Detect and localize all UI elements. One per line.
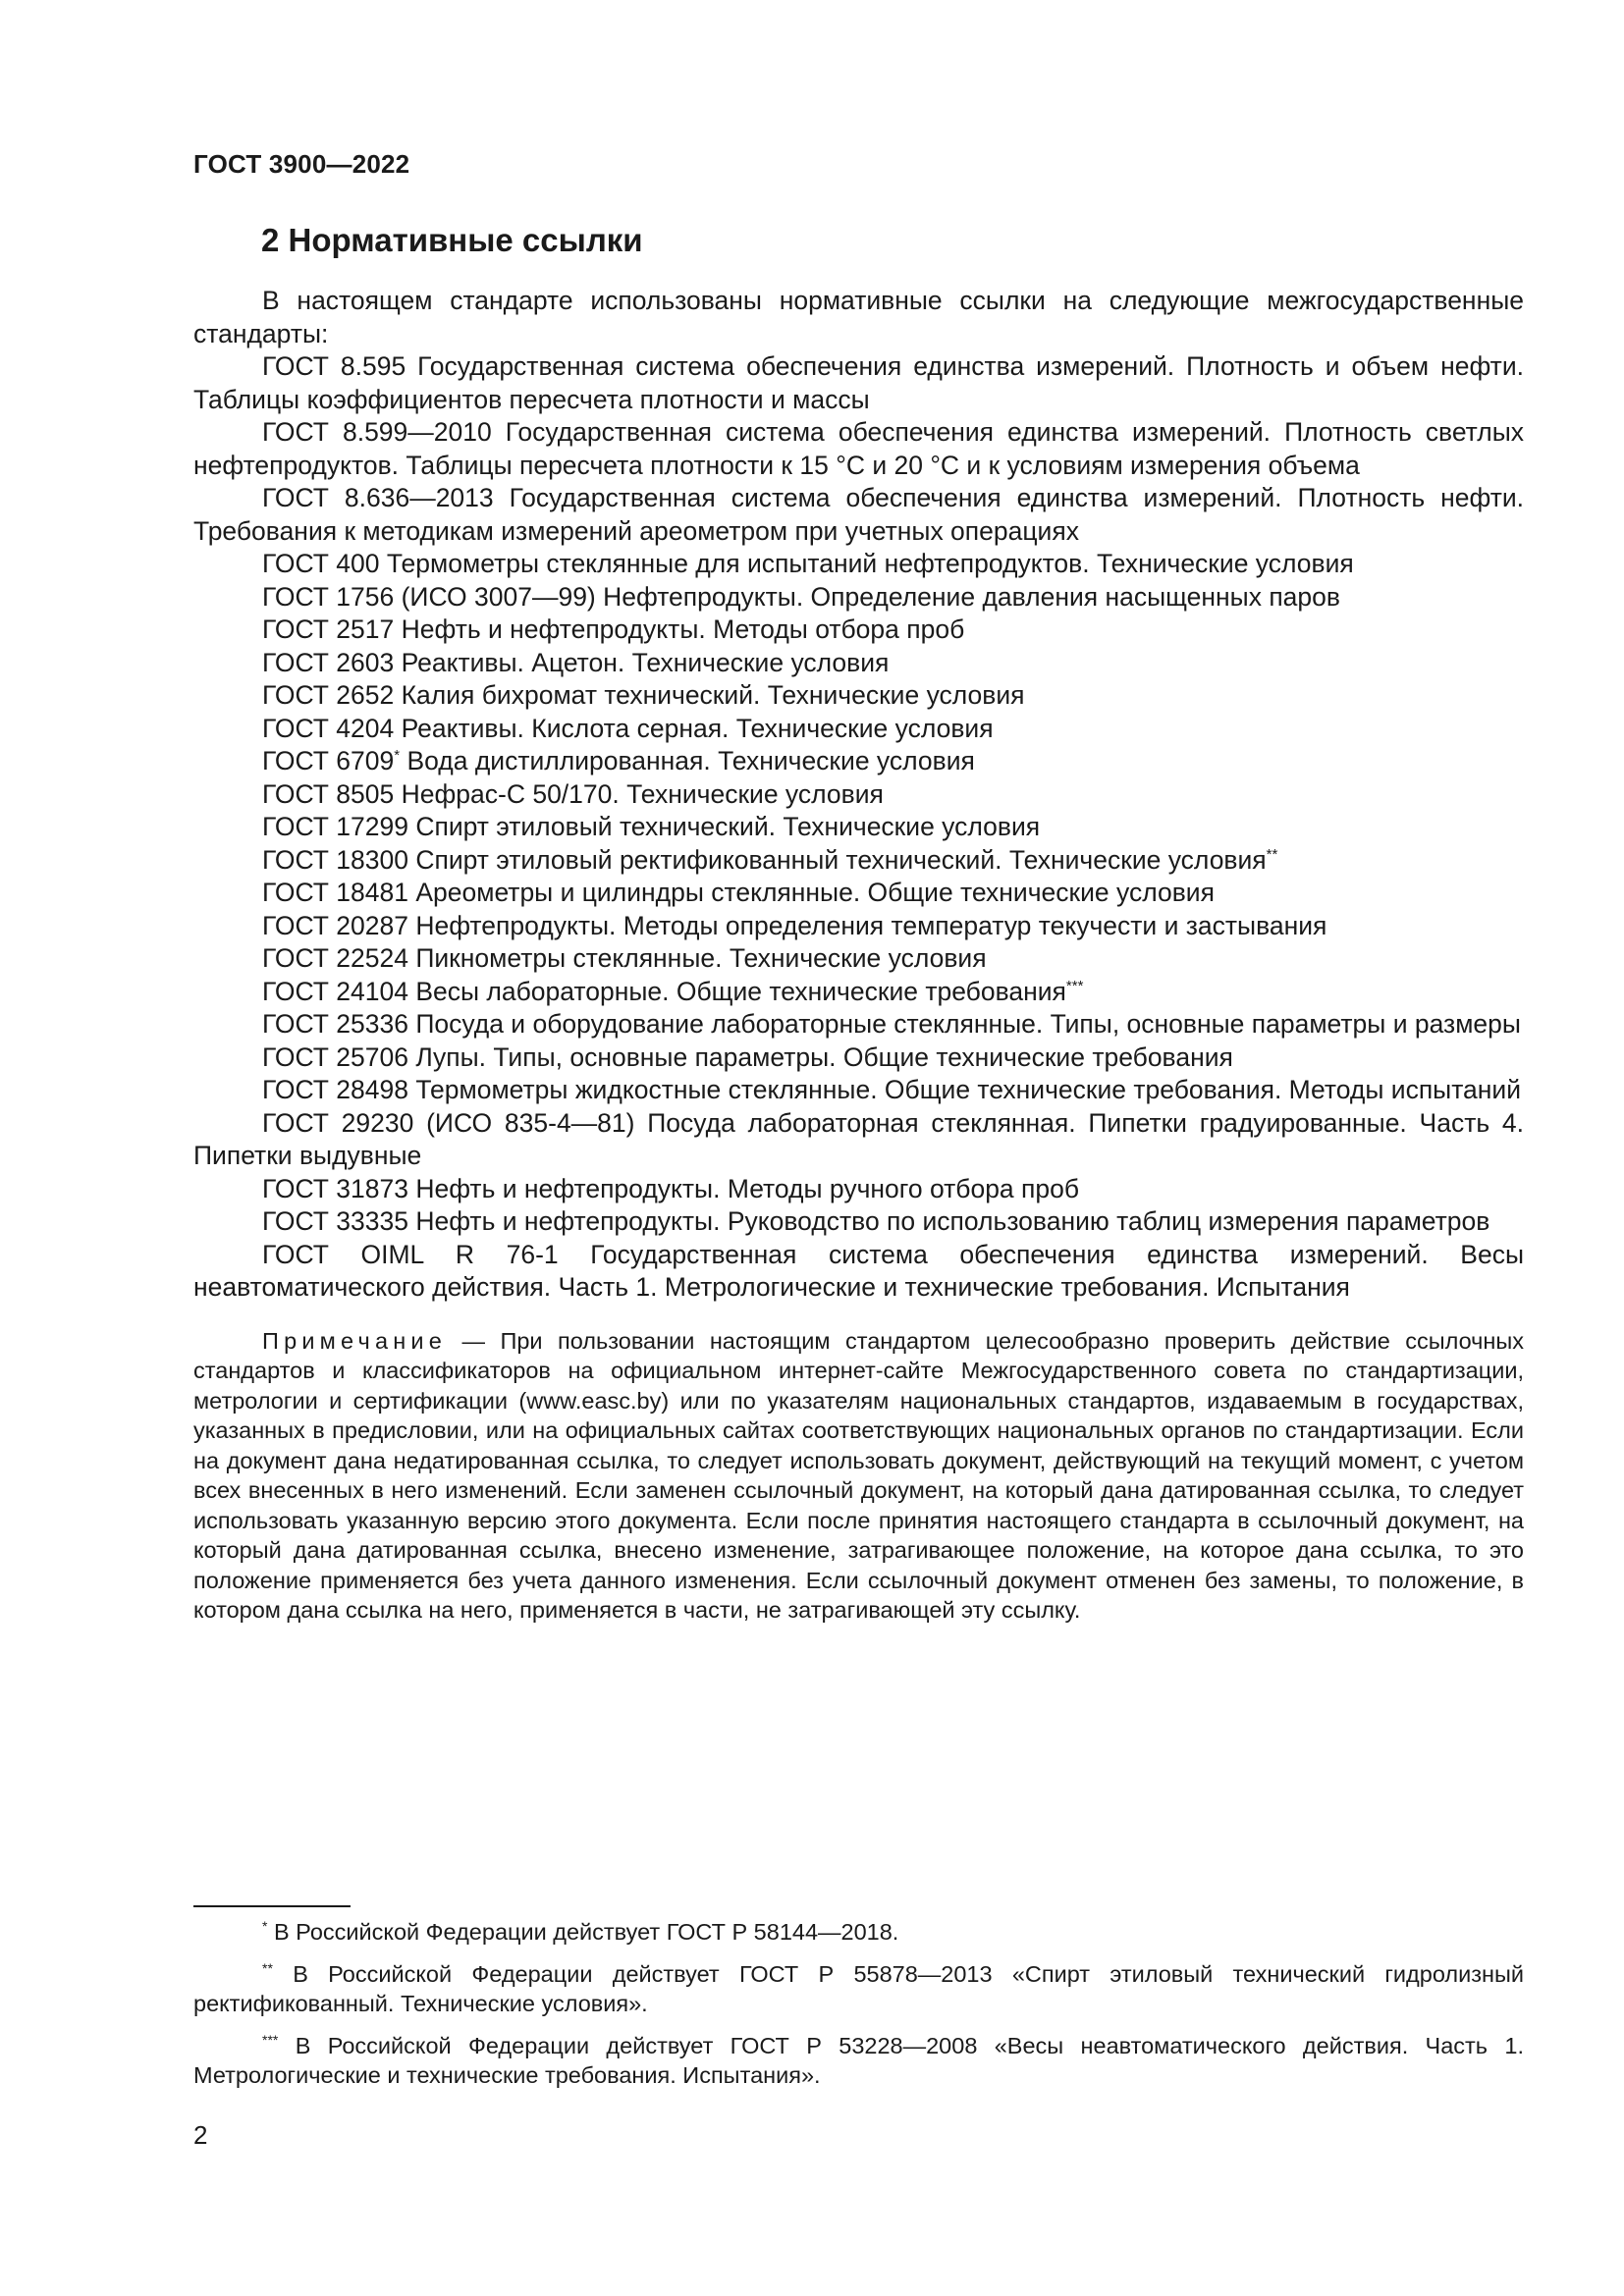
document-header: ГОСТ 3900—2022 [193, 149, 410, 179]
reference-item: ГОСТ 18481 Ареометры и цилиндры стеклянные. Общие технические условия [262, 878, 1215, 907]
footnote-mark: ** [262, 1959, 273, 1976]
reference-item: ГОСТ 6709* Вода дистиллированная. Технические условия [262, 746, 975, 775]
footnote-marker[interactable]: * [394, 747, 401, 765]
reference-item: ГОСТ 2652 Калия бихромат технический. Технические условия [262, 680, 1025, 710]
reference-item: ГОСТ 17299 Спирт этиловый технический. Технические условия [262, 812, 1041, 841]
footnote-marker[interactable]: ** [1266, 845, 1278, 863]
intro-paragraph: В настоящем стандарте использованы нормативные ссылки на следующие межгосударственные стандарты: [193, 286, 1524, 348]
reference-item: ГОСТ 31873 Нефть и нефтепродукты. Методы ручного отбора проб [262, 1173, 1080, 1203]
reference-item: ГОСТ 29230 (ИСО 835-4—81) Посуда лабораторная стеклянная. Пипетки градуированные. Часть 4. Пипетки выдувные [193, 1107, 1524, 1170]
reference-item: ГОСТ 4204 Реактивы. Кислота серная. Технические условия [262, 713, 994, 743]
page-number: 2 [193, 2120, 208, 2150]
section-body [193, 285, 1524, 1648]
section-title: 2 Нормативные ссылки [261, 222, 643, 258]
footnote-marker[interactable]: *** [1065, 977, 1084, 994]
note-text: При пользовании настоящим стандартом целесообразно проверить действие ссылочных стандартов и классификаторов на официальном интернет-сайте Межгосударственного совета по стандартизации, метрологии и сертификации (www.easc.by) или по указателям национальных стандартов, издаваемым в государствах, указанных в предисловии, или на официальных сайтах соответствующих национальных органов по стандартизации. Если на документ дана недатированная ссылка, то следует использовать документ, действующий на текущий момент, с учетом всех внесенных в него изменений. Если заменен ссылочный документ, на который дана датированная ссылка, то следует использовать указанную версию этого документа. Если после принятия настоящего стандарта в ссылочный документ, на который дана датированная ссылка, внесено изменение, затрагивающее положение, на которое дана ссылка, то это положение применяется без учета данного изменения. Если ссылочный документ отменен без замены, то положение, в котором дана ссылка на него, применяется в части, не затрагивающей эту ссылку. [193, 1327, 1525, 1623]
reference-item: ГОСТ 400 Термометры стеклянные для испытаний нефтепродуктов. Технические условия [262, 549, 1354, 578]
reference-item: ГОСТ 8.599—2010 Государственная система обеспечения единства измерений. Плотность светлых нефтепродуктов. Таблицы пересчета плотности к 15 °С и 20 °С и к условиям измерения объема [193, 417, 1524, 480]
footnote-mark: *** [262, 2031, 279, 2048]
footnote: ** В Российской Федерации действует ГОСТ Р 55878—2013 «Спирт этиловый технический гидролизный ректификованный. Технические условия». [193, 1959, 1524, 2016]
reference-item: ГОСТ 1756 (ИСО 3007—99) Нефтепродукты. Определение давления насыщенных паров [262, 581, 1340, 612]
note-paragraph: Примечание — При пользовании настоящим стандартом целесообразно проверить действие ссылочных стандартов и классификаторов на официальном интернет-сайте Межгосударственного совета по стандартизации, метрологии и сертификации (www.easc.by) или по указателям национальных стандартов, издаваемым в государствах, указанных в предисловии, или на официальных сайтах соответствующих национальных органов по стандартизации. Если на документ дана недатированная ссылка, то следует использовать документ, действующий на текущий момент, с учетом всех внесенных в него изменений. Если заменен ссылочный документ, на который дана датированная ссылка, то следует использовать указанную версию этого документа. Если после принятия настоящего стандарта в ссылочный документ, на который дана датированная ссылка, внесено изменение, затрагивающее положение, на которое дана ссылка, то это положение применяется без учета данного изменения. Если ссылочный документ отменен без замены, то положение, в котором дана ссылка на него, применяется в части, не затрагивающей эту ссылку. [193, 1327, 1525, 1623]
footnote-separator [193, 1905, 351, 1907]
footnote: *** В Российской Федерации действует ГОСТ Р 53228—2008 «Весы неавтоматического действия. Часть 1. Метрологические и технические требования. Испытания». [193, 2031, 1524, 2088]
reference-item: ГОСТ 33335 Нефть и нефтепродукты. Руководство по использованию таблиц измерения параметров [262, 1206, 1490, 1236]
reference-item: ГОСТ 2603 Реактивы. Ацетон. Технические условия [262, 647, 890, 677]
reference-item: ГОСТ 8505 Нефрас-С 50/170. Технические условия [262, 778, 884, 809]
reference-item: ГОСТ 28498 Термометры жидкостные стеклянные. Общие технические требования. Методы испытаний [262, 1075, 1522, 1104]
reference-item: ГОСТ 18300 Спирт этиловый ректификованный технический. Технические условия** [262, 844, 1278, 875]
footnotes [193, 1917, 1524, 2103]
reference-item: ГОСТ OIML R 76-1 Государственная система обеспечения единства измерений. Весы неавтоматического действия. Часть 1. Метрологические и технические требования. Испытания [193, 1239, 1524, 1302]
reference-item: ГОСТ 2517 Нефть и нефтепродукты. Методы отбора проб [262, 614, 965, 644]
footnote-mark: * [262, 1918, 268, 1935]
footnote: * В Российской Федерации действует ГОСТ Р 58144—2018. [262, 1918, 899, 1945]
reference-item: ГОСТ 24104 Весы лабораторные. Общие технические требования*** [262, 976, 1084, 1006]
reference-item: ГОСТ 20287 Нефтепродукты. Методы определения температур текучести и застывания [262, 910, 1327, 940]
note-label: Примечание [262, 1327, 448, 1354]
reference-item: ГОСТ 8.595 Государственная система обеспечения единства измерений. Плотность и объем нефти. Таблицы коэффициентов пересчета плотности и массы [193, 351, 1524, 414]
reference-item: ГОСТ 8.636—2013 Государственная система обеспечения единства измерений. Плотность нефти. Требования к методикам измерений ареометром при учетных операциях [193, 483, 1524, 546]
reference-item: ГОСТ 25336 Посуда и оборудование лабораторные стеклянные. Типы, основные параметры и размеры [262, 1009, 1521, 1039]
reference-item: ГОСТ 25706 Лупы. Типы, основные параметры. Общие технические требования [262, 1041, 1233, 1072]
reference-item: ГОСТ 22524 Пикнометры стеклянные. Технические условия [262, 943, 987, 973]
